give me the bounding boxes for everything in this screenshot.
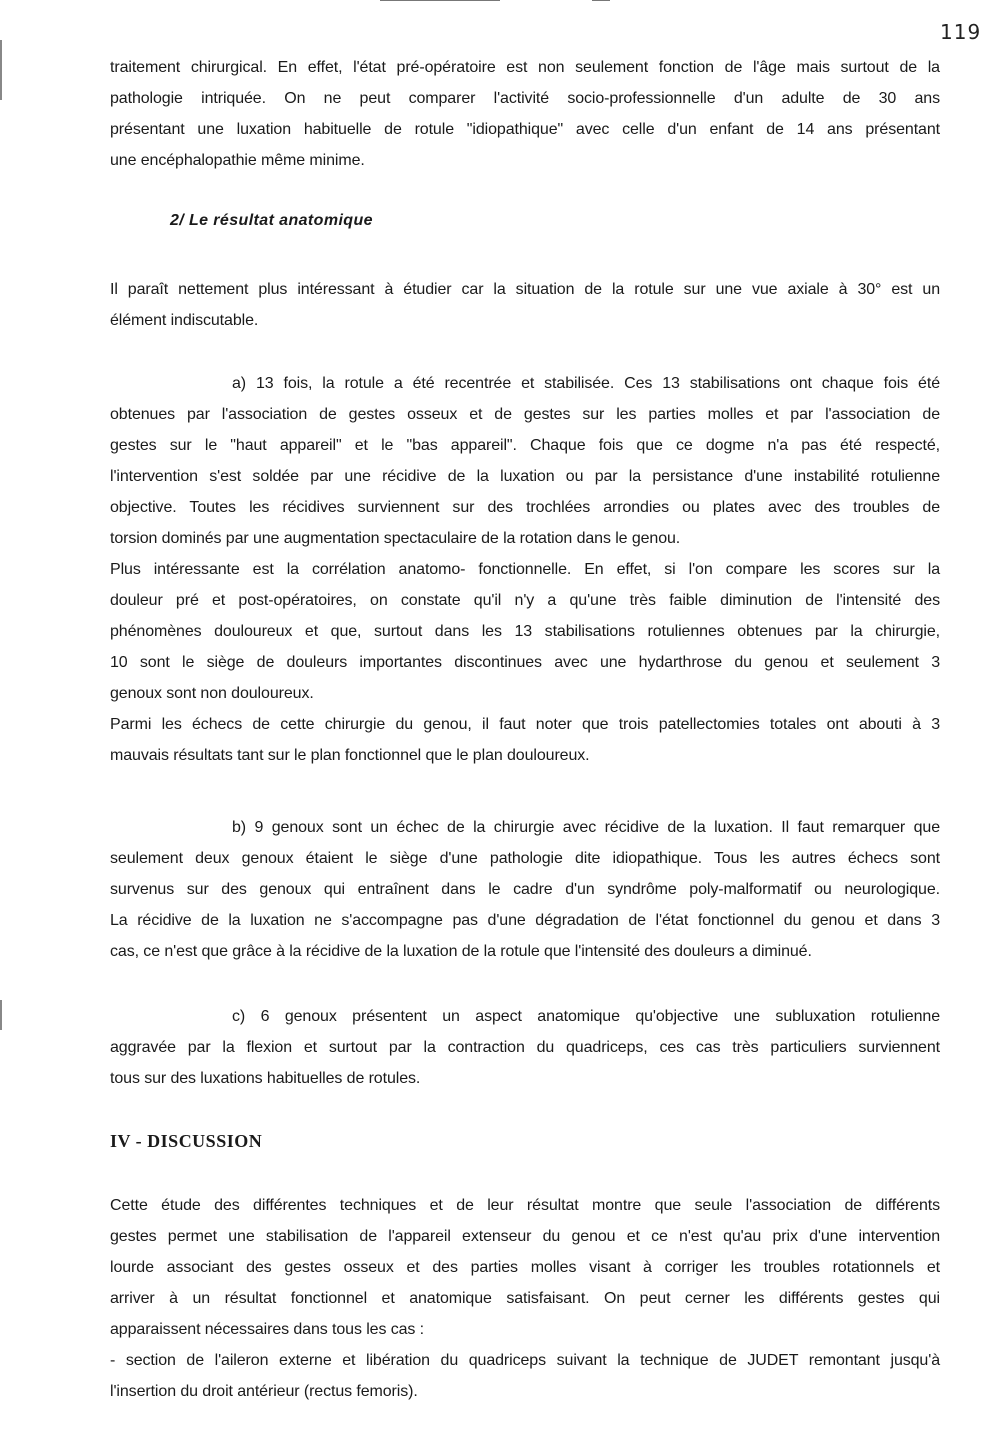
text-line: présentant une luxation habituelle de rotule "idiopathique" avec celle d'un enfant de 14 ans présentant <box>110 121 940 138</box>
text-line: 10 sont le siège de douleurs importantes discontinues avec une hydarthrose du genou et seulement 3 <box>110 654 940 671</box>
text-line: gestes permet une stabilisation de l'appareil extenseur du genou et ce n'est qu'au prix d'une intervention <box>110 1228 940 1245</box>
text-line: phénomènes douloureux et que, surtout dans les 13 stabilisations rotuliennes obtenues par la chirurgie, <box>110 623 940 640</box>
section-heading-discussion: IV - DISCUSSION <box>110 1131 263 1151</box>
text-line: b) 9 genoux sont un échec de la chirurgie avec récidive de la luxation. Il faut remarquer que <box>232 819 940 836</box>
text-line: pathologie intriquée. On ne peut comparer l'activité socio-professionnelle d'un adulte de 30 ans <box>110 90 940 107</box>
text-line: survenus sur des genoux qui entraînent dans le cadre d'un syndrôme poly-malformatif ou neurologique. <box>110 881 940 898</box>
text-line: apparaissent nécessaires dans tous les cas : <box>110 1321 424 1338</box>
text-line: genoux sont non douloureux. <box>110 685 314 702</box>
text-line: obtenues par l'association de gestes osseux et de gestes sur les parties molles et par l'association de <box>110 406 940 423</box>
left-scan-edge-lower <box>0 1000 2 1030</box>
text-line: cas, ce n'est que grâce à la récidive de la luxation de la rotule que l'intensité des douleurs a diminué. <box>110 943 812 960</box>
text-line: a) 13 fois, la rotule a été recentrée et stabilisée. Ces 13 stabilisations ont chaque fois été <box>232 375 940 392</box>
text-line: gestes sur le "haut appareil" et le "bas appareil". Chaque fois que ce dogme n'a pas été respecté, <box>110 437 940 454</box>
text-line: une encéphalopathie même minime. <box>110 152 365 169</box>
text-line: l'insertion du droit antérieur (rectus femoris). <box>110 1383 418 1400</box>
paragraph-discussion <box>110 1190 940 1407</box>
page-number: 119 <box>940 20 982 44</box>
text-line: traitement chirurgical. En effet, l'état pré-opératoire est non seulement fonction de l'âge mais surtout de la <box>110 59 940 76</box>
text-line: Plus intéressante est la corrélation anatomo- fonctionnelle. En effet, si l'on compare les scores sur la <box>110 561 940 578</box>
text-line: l'intervention s'est soldée par une récidive de la luxation ou par la persistance d'une instabilité rotulienne <box>110 468 940 485</box>
text-line: torsion dominés par une augmentation spectaculaire de la rotation dans le genou. <box>110 530 681 547</box>
text-line: mauvais résultats tant sur le plan fonctionnel que le plan douloureux. <box>110 747 590 764</box>
text-line: La récidive de la luxation ne s'accompagne pas d'une dégradation de l'état fonctionnel du genou et dans 3 <box>110 912 940 929</box>
subheading-resultat-anatomique: 2/ Le résultat anatomique <box>170 212 373 229</box>
text-line: seulement deux genoux étaient le siège d'une pathologie dite idiopathique. Tous les autres échecs sont <box>110 850 940 867</box>
paragraph-a-stabilisations <box>110 368 940 771</box>
paragraph-etat-preoperatoire <box>110 52 940 176</box>
text-line: lourde associant des gestes osseux et des parties molles visant à corriger les troubles rotationnels et <box>110 1259 940 1276</box>
text-line: - section de l'aileron externe et libération du quadriceps suivant la technique de JUDET remontant jusqu'à <box>110 1352 940 1369</box>
paragraph-c-subluxation <box>110 1001 940 1094</box>
top-scan-rule <box>380 0 500 1</box>
text-line: c) 6 genoux présentent un aspect anatomique qu'objective une subluxation rotulienne <box>232 1008 940 1025</box>
text-line: objective. Toutes les récidives surviennent sur des trochlées arrondies ou plates avec des troubles de <box>110 499 940 516</box>
text-line: Parmi les échecs de cette chirurgie du genou, il faut noter que trois patellectomies totales ont abouti à 3 <box>110 716 940 733</box>
left-scan-edge <box>0 40 2 100</box>
paragraph-b-echecs <box>110 812 940 967</box>
text-line: arriver à un résultat fonctionnel et anatomique satisfaisant. On peut cerner les différents gestes qui <box>110 1290 940 1307</box>
text-line: tous sur des luxations habituelles de rotules. <box>110 1070 421 1087</box>
top-scan-rule-small <box>592 0 610 1</box>
text-line: Cette étude des différentes techniques et de leur résultat montre que seule l'association de différents <box>110 1197 940 1214</box>
text-line: aggravée par la flexion et surtout par la contraction du quadriceps, ces cas très particuliers surviennent <box>110 1039 940 1056</box>
text-line: Il paraît nettement plus intéressant à étudier car la situation de la rotule sur une vue axiale à 30° est un <box>110 281 940 298</box>
paragraph-vue-axiale <box>110 274 940 336</box>
text-line: élément indiscutable. <box>110 312 259 329</box>
text-line: douleur pré et post-opératoires, on constate qu'il n'y a qu'une très faible diminution de l'intensité des <box>110 592 940 609</box>
